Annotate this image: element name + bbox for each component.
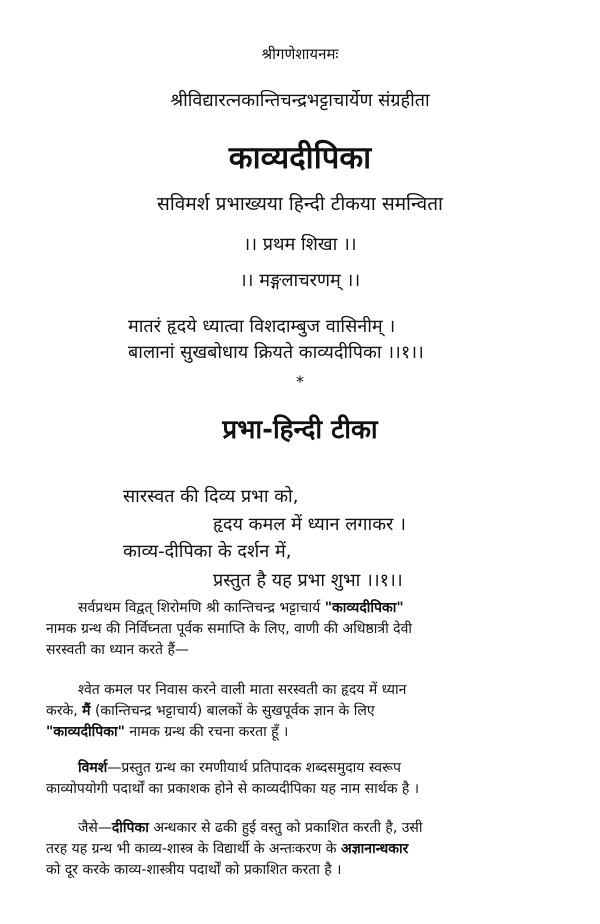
paragraph-introduction	[46, 598, 412, 661]
paragraph-line	[46, 598, 412, 619]
verse-line-2: बालानां सुखबोधाय क्रियते काव्यदीपिका ।।१।।	[128, 342, 424, 363]
poem-line-2: हृदय कमल में ध्यान लगाकर ।	[213, 514, 406, 535]
compiler-line: श्रीविद्यारत्नकान्तिचन्द्रभट्टाचार्येण संग्रहीता	[170, 90, 430, 111]
paragraph-line	[46, 701, 406, 722]
chapter-heading: ।। प्रथम शिखा ।।	[243, 234, 357, 255]
separator-star: *	[296, 372, 304, 391]
paragraph-line	[46, 818, 423, 839]
text-run: जैसे—	[78, 820, 112, 836]
paragraph-line	[46, 758, 419, 779]
paragraph-vimarsh	[46, 758, 419, 800]
paragraph-line: नामक ग्रन्थ की निर्विघ्नता पूर्वक समाप्ति के लिए, वाणी की अधिष्ठात्री देवी	[46, 621, 412, 637]
book-subtitle: सविमर्श प्रभाख्यया हिन्दी टीकया समन्विता	[157, 193, 443, 215]
emphasis-word: अज्ञानान्धकार	[341, 841, 409, 857]
text-run: अन्धकार से ढकी हुई वस्तु को प्रकाशित करती है, उसी	[148, 820, 423, 836]
paragraph-analogy	[46, 818, 423, 881]
vimarsh-label: विमर्श	[78, 760, 108, 776]
commentary-heading: प्रभा-हिन्दी टीका	[222, 415, 378, 445]
emphasis-word: मैं	[82, 703, 91, 719]
book-name-highlight: "काव्यदीपिका"	[324, 600, 404, 616]
text-run: करके,	[46, 703, 83, 719]
paragraph-line: श्वेत कमल पर निवास करने वाली माता सरस्वती का हृदय में ध्यान	[78, 682, 407, 698]
paragraph-line	[46, 839, 423, 860]
book-name-highlight: "काव्यदीपिका"	[46, 724, 125, 740]
paragraph-line: सरस्वती का ध्यान करते हैं—	[46, 642, 189, 658]
mangalacharan-heading: ।। मङ्गलाचरणम् ।।	[239, 270, 361, 291]
text-run: नामक ग्रन्थ की रचना करता हूँ ।	[124, 724, 289, 740]
book-title: काव्यदीपिका	[228, 140, 372, 176]
poem-line-3: काव्य-दीपिका के दर्शन में,	[123, 541, 292, 562]
invocation-line: श्रीगणेशायनमः	[261, 45, 339, 63]
poem-line-1: सारस्वत की दिव्य प्रभा को,	[123, 486, 299, 507]
text-run: तरह यह ग्रन्थ भी काव्य-शास्त्र के विद्यार्थी के अन्तःकरण के	[46, 841, 342, 857]
paragraph-line: काव्योपयोगी पदार्थों का प्रकाशक होने से काव्यदीपिका यह नाम सार्थक है ।	[46, 781, 420, 797]
text-run: (कान्तिचन्द्र भट्टाचार्य) बालकों के सुखपूर्वक ज्ञान के लिए	[90, 703, 375, 719]
text-run: —प्रस्तुत ग्रन्थ का रमणीयार्थ प्रतिपादक शब्दसमुदाय स्वरूप	[107, 760, 401, 776]
paragraph-line	[46, 722, 406, 743]
paragraph-meaning	[46, 680, 406, 743]
poem-line-4: प्रस्तुत है यह प्रभा शुभा ।।१।।	[213, 570, 403, 591]
text-run: सर्वप्रथम विद्वत् शिरोमणि श्री कान्तिचन्द्र भट्टाचार्य	[78, 600, 325, 616]
emphasis-word: दीपिका	[111, 820, 149, 836]
verse-line-1: मातरं हृदये ध्यात्वा विशदाम्बुज वासिनीम् ।	[128, 316, 396, 337]
paragraph-line: को दूर करके काव्य-शास्त्रीय पदार्थों को प्रकाशित करता है ।	[46, 862, 342, 878]
